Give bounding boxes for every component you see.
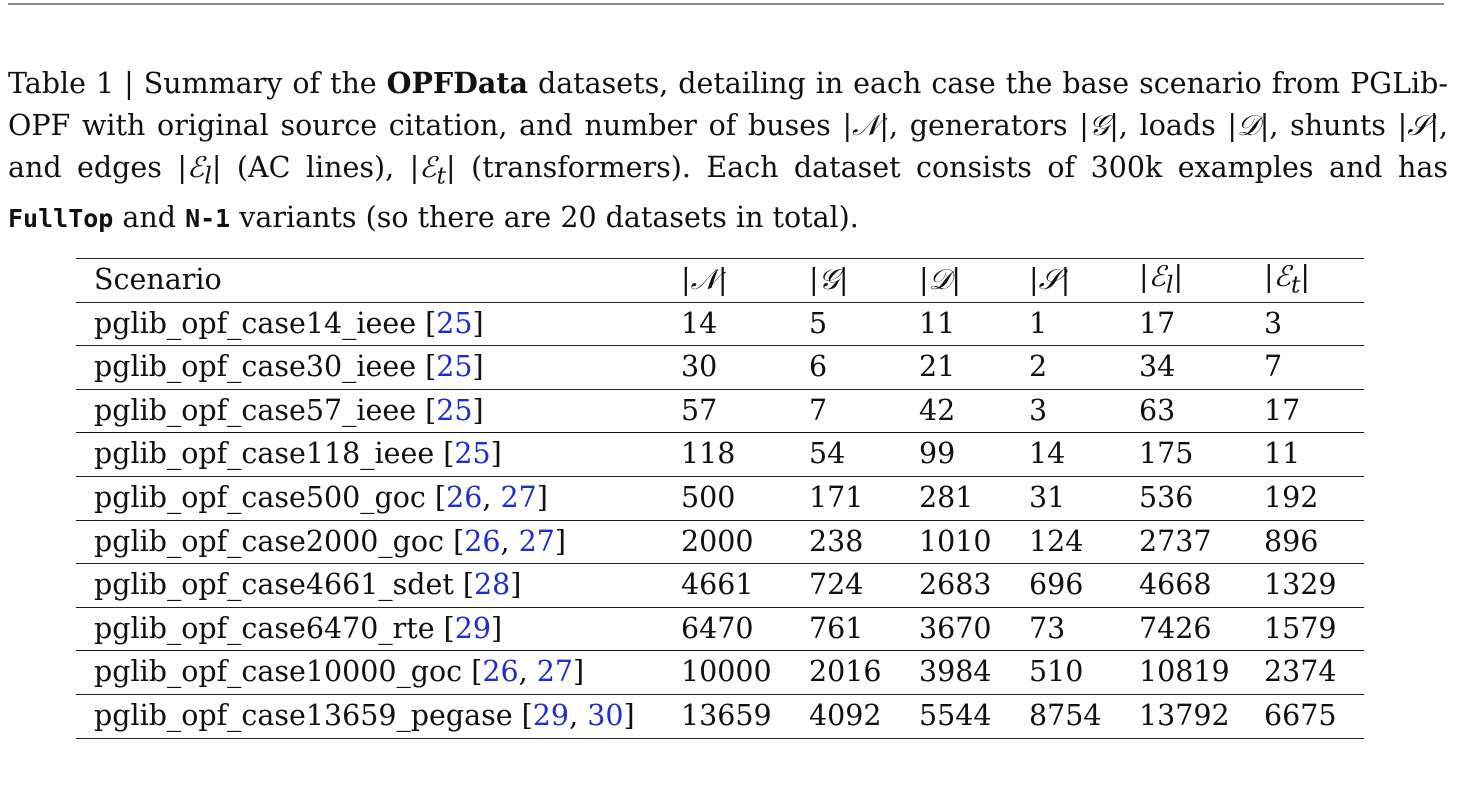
code-n-1: N-1 xyxy=(185,203,231,233)
value-g: 171 xyxy=(809,476,919,520)
value-g: 724 xyxy=(809,564,919,608)
value-s: 14 xyxy=(1029,433,1139,477)
value-et: 7 xyxy=(1264,346,1364,390)
value-et: 17 xyxy=(1264,389,1364,433)
citation-link[interactable]: 25 xyxy=(454,437,491,471)
scenario-cell: pglib_opf_case4661_sdet [28] xyxy=(76,564,681,608)
value-d: 2683 xyxy=(919,564,1029,608)
citation-link[interactable]: 27 xyxy=(518,524,555,558)
table-row xyxy=(76,651,1364,695)
value-n: 14 xyxy=(681,302,809,346)
table-row xyxy=(76,607,1364,651)
value-el: 2737 xyxy=(1139,520,1264,564)
citation-link[interactable]: 27 xyxy=(536,655,573,689)
value-d: 281 xyxy=(919,476,1029,520)
value-g: 761 xyxy=(809,607,919,651)
header-shunts: |𝒮| xyxy=(1029,259,1139,303)
value-et: 1329 xyxy=(1264,564,1364,608)
citation-link[interactable]: 25 xyxy=(436,306,473,340)
citation-link[interactable]: 30 xyxy=(587,698,624,732)
value-s: 8754 xyxy=(1029,694,1139,738)
table-row xyxy=(76,476,1364,520)
value-s: 510 xyxy=(1029,651,1139,695)
table-row xyxy=(76,564,1364,608)
scenario-name: pglib_opf_case57_ieee xyxy=(94,393,417,427)
value-d: 11 xyxy=(919,302,1029,346)
dataset-name: OPFData xyxy=(386,66,528,100)
citation-link[interactable]: 29 xyxy=(454,611,492,645)
scenario-name: pglib_opf_case4661_sdet xyxy=(94,568,454,602)
table-row xyxy=(76,346,1364,390)
value-d: 99 xyxy=(919,433,1029,477)
value-s: 2 xyxy=(1029,346,1139,390)
value-el: 13792 xyxy=(1139,694,1264,738)
header-transformers: |ℰ$_t$| xyxy=(1264,259,1364,303)
table-body xyxy=(76,302,1364,738)
value-n: 10000 xyxy=(681,651,809,695)
value-el: 63 xyxy=(1139,389,1264,433)
scenario-cell: pglib_opf_case6470_rte [29] xyxy=(76,607,681,651)
citation-link[interactable]: 25 xyxy=(436,350,473,384)
table-header-row xyxy=(76,259,1364,303)
table-caption: Table 1 | Summary of the OPFData datasets, detailing in each case the base scenario from PGLib-OPF with original source citation, and number of buses |𝒩|, generators |𝒢|, loads |𝒟|, shunts |𝒮|, and edges |ℰ$_l$| (AC lines), |ℰ$_t$| (transformers). Each dataset consists of 300k examples and has FullTop and N-1 variants (so there are 20 datasets in total). xyxy=(8,66,1448,234)
value-el: 536 xyxy=(1139,476,1264,520)
scenario-cell: pglib_opf_case118_ieee [25] xyxy=(76,433,681,477)
scenario-cell: pglib_opf_case13659_pegase [29, 30] xyxy=(76,694,681,738)
value-n: 4661 xyxy=(681,564,809,608)
scenario-name: pglib_opf_case2000_goc xyxy=(94,524,445,558)
scenario-cell: pglib_opf_case10000_goc [26, 27] xyxy=(76,651,681,695)
scenario-name: pglib_opf_case30_ieee xyxy=(94,350,417,384)
code-fulltop: FullTop xyxy=(8,203,114,233)
header-ac-lines: |ℰ$_l$| xyxy=(1139,259,1264,303)
value-et: 6675 xyxy=(1264,694,1364,738)
value-g: 5 xyxy=(809,302,919,346)
value-n: 13659 xyxy=(681,694,809,738)
value-s: 124 xyxy=(1029,520,1139,564)
value-el: 4668 xyxy=(1139,564,1264,608)
table-row xyxy=(76,694,1364,738)
value-n: 57 xyxy=(681,389,809,433)
value-s: 31 xyxy=(1029,476,1139,520)
citation-link[interactable]: 28 xyxy=(474,568,511,602)
value-et: 1579 xyxy=(1264,607,1364,651)
citation-link[interactable]: 29 xyxy=(532,698,570,732)
header-generators: |𝒢| xyxy=(809,259,919,303)
value-el: 175 xyxy=(1139,433,1264,477)
value-el: 17 xyxy=(1139,302,1264,346)
datasets-table xyxy=(76,258,1364,739)
value-el: 7426 xyxy=(1139,607,1264,651)
value-d: 3670 xyxy=(919,607,1029,651)
scenario-name: pglib_opf_case14_ieee xyxy=(94,306,417,340)
table-row xyxy=(76,520,1364,564)
value-g: 7 xyxy=(809,389,919,433)
scenario-name: pglib_opf_case10000_goc xyxy=(94,655,463,689)
value-g: 238 xyxy=(809,520,919,564)
scenario-cell: pglib_opf_case14_ieee [25] xyxy=(76,302,681,346)
value-d: 1010 xyxy=(919,520,1029,564)
value-d: 5544 xyxy=(919,694,1029,738)
value-d: 42 xyxy=(919,389,1029,433)
scenario-name: pglib_opf_case500_goc xyxy=(94,481,426,515)
header-loads: |𝒟| xyxy=(919,259,1029,303)
value-el: 10819 xyxy=(1139,651,1264,695)
table-row xyxy=(76,433,1364,477)
citation-link[interactable]: 26 xyxy=(482,655,519,689)
value-g: 4092 xyxy=(809,694,919,738)
scenario-cell: pglib_opf_case57_ieee [25] xyxy=(76,389,681,433)
citation-link[interactable]: 26 xyxy=(446,481,483,515)
citation-link[interactable]: 27 xyxy=(500,481,537,515)
scenario-name: pglib_opf_case6470_rte xyxy=(94,611,435,645)
scenario-name: pglib_opf_case118_ieee xyxy=(94,437,435,471)
value-d: 3984 xyxy=(919,651,1029,695)
value-g: 54 xyxy=(809,433,919,477)
value-s: 3 xyxy=(1029,389,1139,433)
value-n: 6470 xyxy=(681,607,809,651)
value-et: 3 xyxy=(1264,302,1364,346)
value-g: 2016 xyxy=(809,651,919,695)
value-el: 34 xyxy=(1139,346,1264,390)
citation-link[interactable]: 25 xyxy=(436,393,473,427)
value-et: 11 xyxy=(1264,433,1364,477)
header-buses: |𝒩| xyxy=(681,259,809,303)
value-n: 500 xyxy=(681,476,809,520)
value-g: 6 xyxy=(809,346,919,390)
value-n: 2000 xyxy=(681,520,809,564)
value-s: 696 xyxy=(1029,564,1139,608)
scenario-name: pglib_opf_case13659_pegase xyxy=(94,698,513,732)
value-et: 896 xyxy=(1264,520,1364,564)
table-row xyxy=(76,389,1364,433)
value-et: 2374 xyxy=(1264,651,1364,695)
scenario-cell: pglib_opf_case500_goc [26, 27] xyxy=(76,476,681,520)
citation-link[interactable]: 26 xyxy=(464,524,501,558)
top-rule xyxy=(8,3,1444,5)
value-s: 73 xyxy=(1029,607,1139,651)
value-s: 1 xyxy=(1029,302,1139,346)
value-d: 21 xyxy=(919,346,1029,390)
table-row xyxy=(76,302,1364,346)
scenario-cell: pglib_opf_case30_ieee [25] xyxy=(76,346,681,390)
value-n: 118 xyxy=(681,433,809,477)
value-n: 30 xyxy=(681,346,809,390)
value-et: 192 xyxy=(1264,476,1364,520)
scenario-cell: pglib_opf_case2000_goc [26, 27] xyxy=(76,520,681,564)
header-scenario: Scenario xyxy=(76,259,681,303)
